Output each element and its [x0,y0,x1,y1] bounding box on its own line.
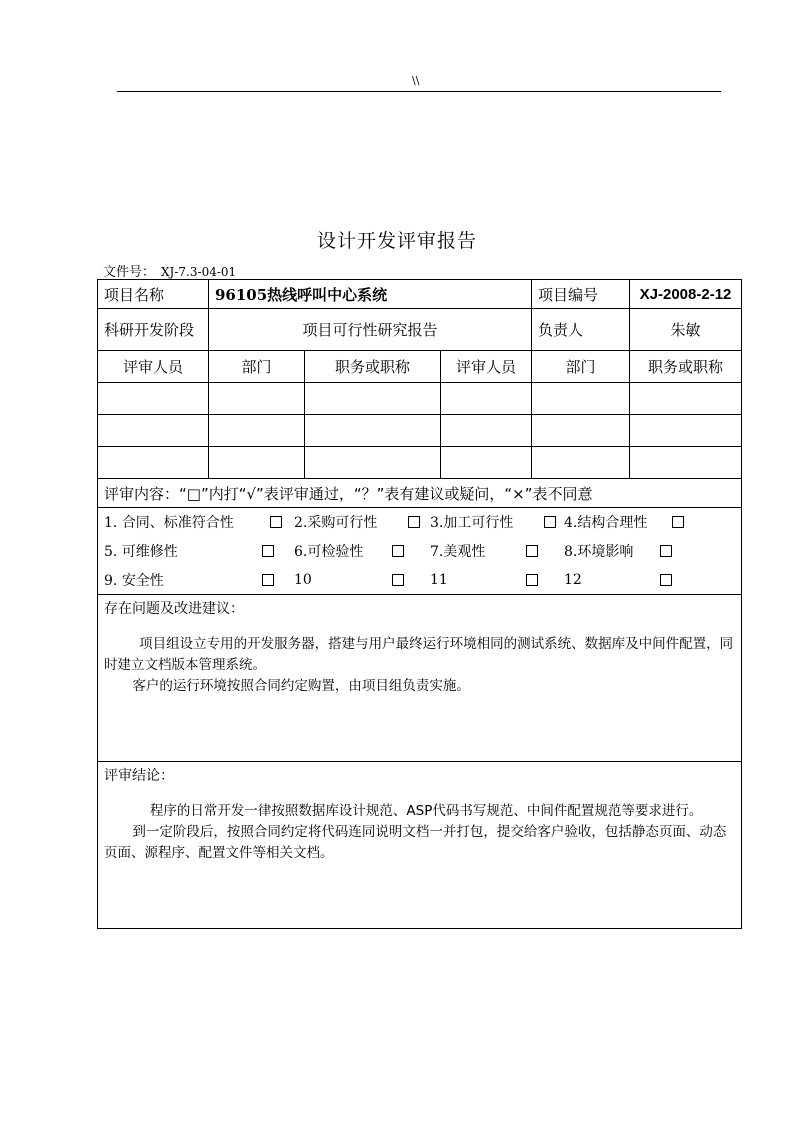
checkbox[interactable] [392,545,404,557]
checkbox[interactable] [544,516,556,528]
reviewer-row [98,415,742,447]
criteria-label: 加工可行性 [443,515,514,532]
checkbox[interactable] [672,516,684,528]
issues-section[interactable] [98,595,742,762]
criteria-label: 结构合理性 [577,515,648,532]
review-table [97,279,742,929]
header-rule [117,91,721,92]
project-name-value: 96105热线呼叫中心系统 [209,280,532,309]
conclusion-section[interactable] [98,762,742,929]
stage-label: 科研开发阶段 [98,309,209,351]
title-header-2: 职务或职称 [630,351,742,383]
header-mark: \\ [412,74,420,87]
reviewer-row [98,447,742,479]
reviewer-header-2: 评审人员 [441,351,532,383]
project-code-label: 项目编号 [532,280,630,309]
criteria-row-2: 5. 可维修性 6.可检验性 7.美观性 8.环境影响 [98,537,742,566]
checkbox[interactable] [526,574,538,586]
document-number [103,261,236,280]
criteria-label: 美观性 [443,544,486,560]
reviewer-cell[interactable] [532,447,630,479]
criteria-label: 环境影响 [577,544,634,560]
reviewer-cell[interactable] [441,447,532,479]
issues-label: 存在问题及改进建议： [104,601,244,617]
reviewer-header-row [98,351,742,383]
review-content-instructions: 评审内容：“□”内打“√”表评审通过，“？”表有建议或疑问，“×”表不同意 [98,479,742,508]
project-stage-row [98,309,742,351]
criteria-label: 可检验性 [307,544,364,560]
stage-value: 项目可行性研究报告 [209,309,532,351]
title-header-1: 职务或职称 [305,351,441,383]
reviewer-cell[interactable] [441,383,532,415]
criteria-row-3: 9. 安全性 10 11 12 [98,566,742,595]
project-code-value: XJ-2008-2-12 [630,280,742,309]
checkbox[interactable] [270,516,282,528]
document-number-label: 文件号： [103,265,156,280]
owner-label: 负责人 [532,309,630,351]
review-content-row [98,479,742,508]
reviewer-cell[interactable] [630,383,742,415]
reviewer-cell[interactable] [209,383,305,415]
issues-paragraph-2: 客户的运行环境按照合同约定购置，由项目组负责实施。 [132,678,470,694]
document-number-value: XJ-7.3-04-01 [161,265,237,279]
reviewer-cell[interactable] [630,415,742,447]
issues-paragraph-1: 项目组设立专用的开发服务器，搭建与用户最终运行环境相同的测试系统、数据库及中间件配置，同时建立文档版本管理系统。 [104,636,734,673]
checkbox[interactable] [660,574,672,586]
checkbox[interactable] [392,574,404,586]
reviewer-cell[interactable] [441,415,532,447]
criteria-label: 合同、标准符合性 [121,515,234,532]
owner-value: 朱敏 [630,309,742,351]
conclusion-row [98,762,742,929]
project-name-label: 项目名称 [98,280,209,309]
criteria-label: 可维修性 [121,544,178,560]
department-header-2: 部门 [532,351,630,383]
reviewer-cell[interactable] [630,447,742,479]
document-title: 设计开发评审报告 [316,230,477,252]
reviewer-cell[interactable] [209,447,305,479]
reviewer-cell[interactable] [98,383,209,415]
conclusion-paragraph-2: 到一定阶段后，按照合同约定将代码连同说明文档一并打包，提交给客户验收，包括静态页面、动态页面、源程序、配置文件等相关文档。 [104,824,727,861]
project-name-row [98,280,742,309]
reviewer-cell[interactable] [305,447,441,479]
reviewer-cell[interactable] [305,383,441,415]
checkbox[interactable] [526,545,538,557]
reviewer-cell[interactable] [98,415,209,447]
issues-row [98,595,742,762]
reviewer-cell[interactable] [532,415,630,447]
checkbox[interactable] [262,545,274,557]
checkbox[interactable] [660,545,672,557]
reviewer-row [98,383,742,415]
criteria-label: 采购可行性 [307,515,378,532]
conclusion-label: 评审结论： [104,768,174,784]
reviewer-cell[interactable] [305,415,441,447]
reviewer-cell[interactable] [98,447,209,479]
criteria-row-1: 1. 合同、标准符合性 2.采购可行性 3.加工可行性 4.结构合理性 [98,508,742,537]
criteria-label: 安全性 [121,572,164,589]
checkbox[interactable] [408,516,420,528]
checkbox[interactable] [262,574,274,586]
department-header-1: 部门 [209,351,305,383]
reviewer-cell[interactable] [532,383,630,415]
conclusion-paragraph-1: 程序的日常开发一律按照数据库设计规范、ASP代码书写规范、中间件配置规范等要求进行。 [149,803,703,819]
reviewer-cell[interactable] [209,415,305,447]
reviewer-header-1: 评审人员 [98,351,209,383]
